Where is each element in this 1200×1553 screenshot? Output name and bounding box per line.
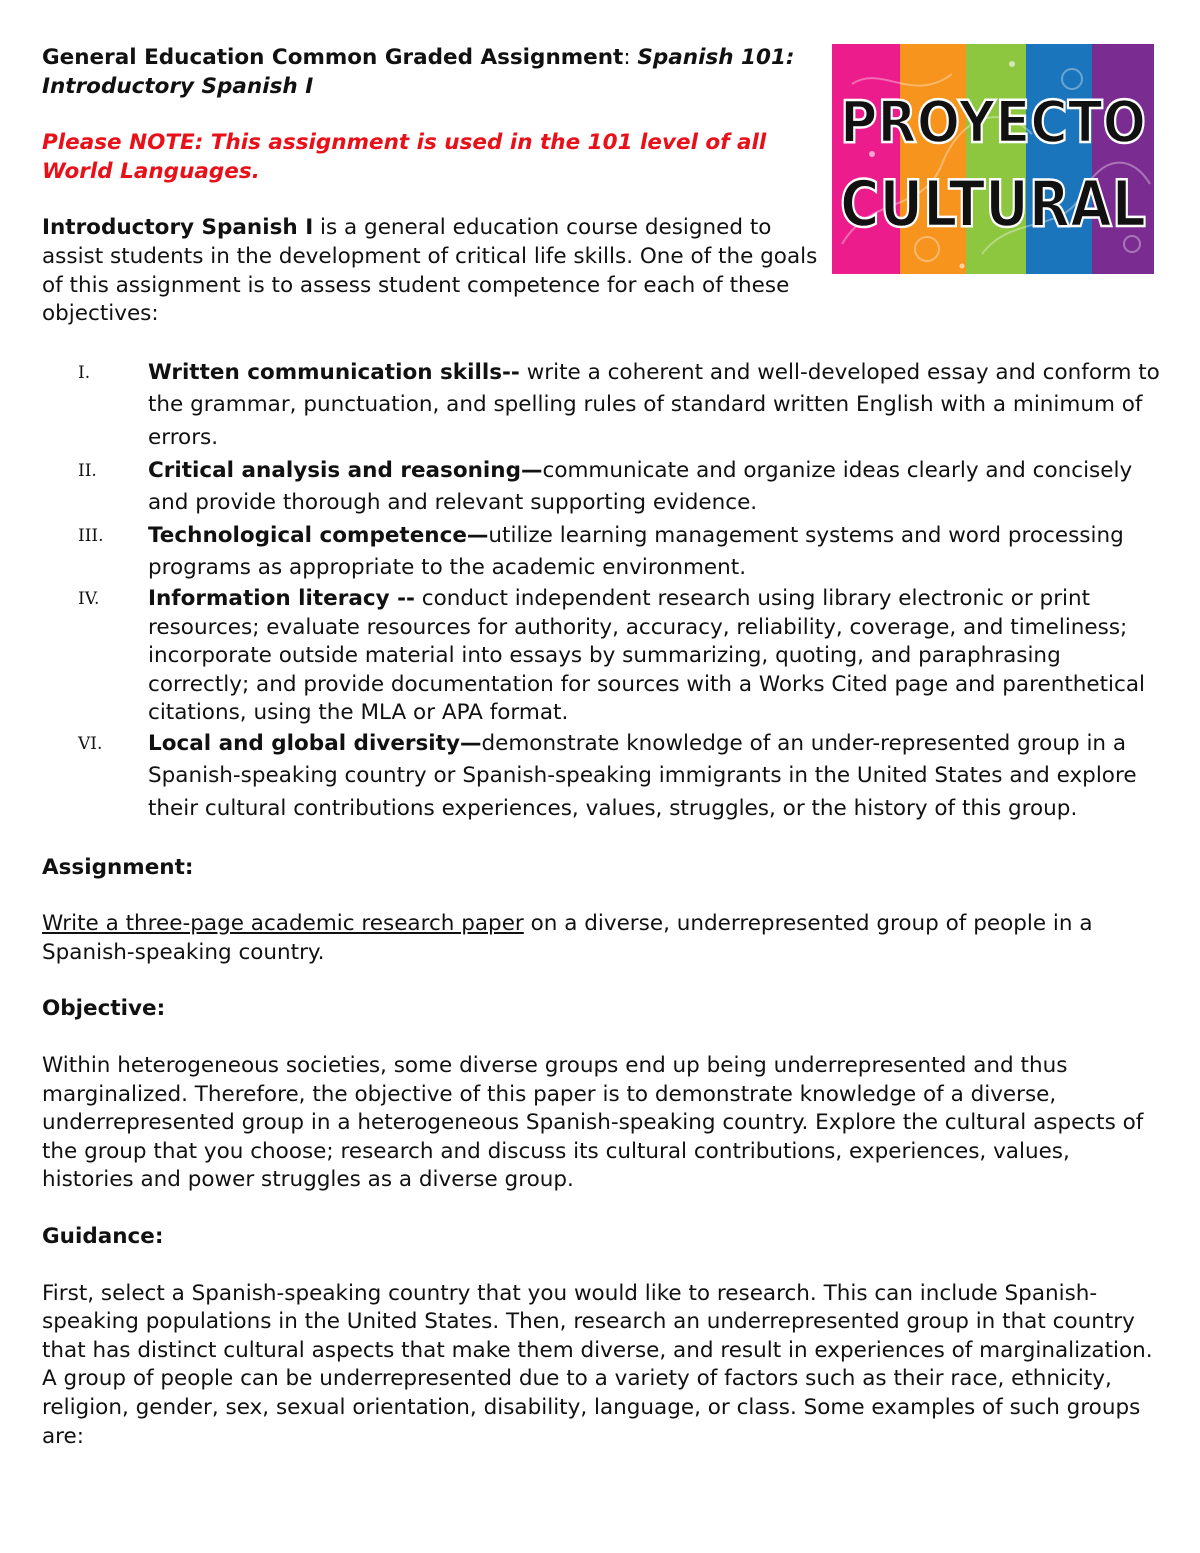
objective-title: Local and global diversity— bbox=[148, 730, 482, 756]
objective-item bbox=[42, 357, 1162, 455]
document-title bbox=[42, 44, 822, 101]
intro-course-name: Introductory Spanish I bbox=[42, 215, 314, 241]
objective-title: Written communication skills-- bbox=[148, 359, 520, 385]
objectives-list bbox=[42, 357, 1162, 826]
assignment-paragraph bbox=[42, 910, 1162, 967]
objective-text: write a coherent and well-developed essay and conform to the grammar, punctuation, and spelling rules of standard written English with a minimum of errors. bbox=[148, 359, 1160, 450]
objective-item bbox=[42, 520, 1162, 585]
objective-text: utilize learning management systems and word processing programs as appropriate to the academic environment. bbox=[148, 522, 1124, 581]
course-name: Spanish 101: Introductory Spanish I bbox=[42, 45, 795, 99]
assignment-underlined: Write a three-page academic research paper bbox=[42, 911, 524, 937]
objective-item bbox=[42, 585, 1162, 728]
document-page bbox=[42, 44, 1162, 1451]
objective-text: conduct independent research using library electronic or print resources; evaluate resources for authority, accuracy, reliability, coverage, and timeliness; incorporate outside material into essays by summarizing, quoting, and paraphrasing correctly; and provide documentation for sources with a Works Cited page and parenthetical citations, using the MLA or APA format. bbox=[148, 585, 1145, 726]
objective-number: VI. bbox=[78, 733, 103, 754]
objective-title: Technological competence— bbox=[148, 522, 489, 548]
objective-number: III. bbox=[78, 525, 104, 546]
title-main: General Education Common Graded Assignment bbox=[42, 45, 624, 70]
intro-paragraph bbox=[42, 214, 822, 328]
world-languages-note: Please NOTE: This assignment is used in the 101 level of all World Languages. bbox=[42, 130, 767, 184]
objective-heading: Objective: bbox=[42, 996, 166, 1022]
title-separator: : bbox=[623, 45, 638, 70]
guidance-paragraph: First, select a Spanish-speaking country that you would like to research. This can include Spanish-speaking populations in the United States. Then, research an underrepresented group in that country that has distinct cultural aspects that make them diverse, and result in experiences of marginalization. A group of people can be underrepresented due to a variety of factors such as their race, ethnicity, religion, gender, sex, sexual orientation, disability, language, or class. Some examples of such groups are: bbox=[42, 1280, 1153, 1449]
document-header bbox=[42, 44, 822, 329]
logo-line-2: CULTURAL bbox=[840, 168, 1146, 242]
assignment-text: on a diverse, underrepresented group of people in a Spanish-speaking country. bbox=[42, 911, 1093, 965]
objective-title: Information literacy -- bbox=[148, 585, 415, 611]
objective-item bbox=[42, 728, 1162, 826]
objective-item bbox=[42, 455, 1162, 520]
objective-text: demonstrate knowledge of an under-represented group in a Spanish-speaking country or Spanish-speaking immigrants in the United States and explore their cultural contributions experiences, values, struggles, or the history of this group. bbox=[148, 730, 1137, 822]
logo-line-1: PROYECTO bbox=[840, 88, 1146, 156]
objective-paragraph: Within heterogeneous societies, some diverse groups end up being underrepresented and thus marginalized. Therefore, the objective of this paper is to demonstrate knowledge of a diverse, underrepresented group in a heterogeneous Spanish-speaking country. Explore the cultural aspects of the group that you choose; research and discuss its cultural contributions, experiences, values, histories and power struggles as a diverse group. bbox=[42, 1053, 1144, 1193]
objective-text: communicate and organize ideas clearly and concisely and provide thorough and relevant supporting evidence. bbox=[148, 457, 1133, 516]
intro-text: is a general education course designed to assist students in the development of critical life skills. One of the goals of this assignment is to assess student competence for each of these objectives: bbox=[42, 215, 818, 327]
objective-number: II. bbox=[78, 460, 97, 481]
guidance-heading: Guidance: bbox=[42, 1224, 164, 1249]
objective-number: I. bbox=[78, 362, 91, 383]
objective-title: Critical analysis and reasoning— bbox=[148, 457, 543, 483]
objective-number: IV. bbox=[78, 588, 100, 609]
assignment-heading: Assignment: bbox=[42, 854, 194, 880]
